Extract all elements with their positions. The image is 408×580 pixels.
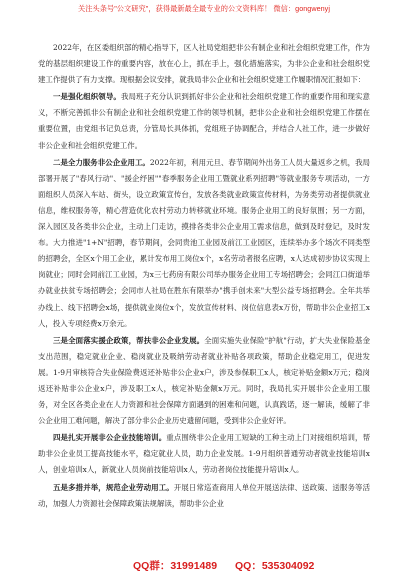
qq-group-label: QQ群：31991489 <box>133 560 218 572</box>
paragraph-lead: 二是全力服务非公企业用工。 <box>53 157 150 167</box>
paragraph-text: 重点围绕非公企业用工短缺的工种主动上门对接组织培训，帮助非公企业员工提高技能水平，稳定就业人员，助力企业发展。1-9月组织普通劳动者就业技能培训x人，创业培训x人，新就业人员岗前技能培训x人，劳动者岗位技能提升培训x人。 <box>38 433 371 475</box>
paragraph-lead: 四是扎实开展非公企业技能培训。 <box>53 433 167 443</box>
paragraph-text: 开展日常巡查商用人单位开展送法律、送政策、送服务等活动，加强人力资源社会保障政策法规解读，帮助非公企业 <box>38 482 371 508</box>
paragraph-text: 我局班子充分认识到抓好非公企业和社会组织党建工作的重要作用和现实意义，不断完善抓非公有制企业和社会组织党建工作的领导机制，把非公企业和社会组织党建工作摆在重要位置，由党组书记负总责，分管局长具体抓，党组班子协调配合，并结合人社工作，进一步做好非公企业和社会组织党建工作。 <box>38 92 370 150</box>
paragraph-leadership <box>38 89 370 153</box>
document-body <box>38 40 370 513</box>
paragraph-intro <box>38 40 370 88</box>
paragraph-policy <box>38 333 370 430</box>
qq-contact-label: QQ：535304092 <box>235 560 315 572</box>
paragraph-lead: 一是强化组织领导。 <box>53 92 121 102</box>
paragraph-text: 2022年，在区委组织部的精心指导下，区人社局党组把非公有制企业和社会组织党建工作，作为党的基层组织建设工作的重要内容，放在心上，抓在手上，强化措施落实，为非公企业和社会组织党建工作提供了有力支撑。现根据会议安排，就我局非公企业和社会组织党建工作履职情况汇报如下： <box>38 43 370 85</box>
header-banner: 关注头条号"公文研究"，获得最新最全最专业的公文资料库！ 微信：gongwenyj <box>78 4 330 13</box>
paragraph-employment <box>38 155 370 332</box>
paragraph-training <box>38 430 370 478</box>
paragraph-lead: 三是全面落实援企政策，帮扶非公企业发展。 <box>53 335 205 345</box>
paragraph-text: 全面实施失业保险"护航"行动，扩大失业保险基金支出范围，稳定就业企业、稳岗就业及吸纳劳动者就业补贴各项政策，帮助企业稳定用工，促进发展。1-9月审核符合失业保险费返还补贴非公企业x户，涉及参保职工x人，核定补贴金额x万元；稳岗返还补贴非公企业x户，涉及职工x人，核定补贴金额x万元。同时，我局扎实开展非公企业用工服务，对全区各类企业在人力资源和社会保障方面遇到的困难和问题，认真践诺，逐一解读，缓解了非公企业用工难问题，解决了部分非公企业历史遗留问题，受到非公企业好评。 <box>38 335 371 426</box>
paragraph-labor <box>38 480 370 512</box>
paragraph-lead: 五是多措并举，规范企业劳动用工。 <box>53 482 174 492</box>
paragraph-text: 2022年初，利用元旦、春节期间外出务工人员大量返乡之机，我局部署开展了"春风行动"、"援企纾困""春季服务企业用工暨就业系列招聘"等就业服务专项活动，一方面组织人员深入车站、街头，设立政策宣传台，发放各类就业政策宣传材料，为务类劳动者提供就业信息，维权服务等，精心营造优化农村劳动力转移就业环境。服务企业用工的良好氛围；另一方面，深入园区及各类非公企业，主动上门走访，摸排各类非公企业用工需求信息，做到及时登记，及时发布。大力推进"1+N"招聘，春节期间，会同贵池工业园及前江工业园区，连续举办多个场次不同类型的招聘会，全区x个用工企业，累计发布用工岗位x个，x名劳动者报名应聘，x人达成初步协议实现上岗就业；同时会同前江工业园，为x三七药房有限公司举办服务企业用工专场招聘会；会同江口街道举办就业扶贫专场招聘会；会同市人社局在胜东有限举办"携手创未来"大型公益专场招聘会。全年共举办线上、线下招聘会x场，提供就业岗位x个，发放宣传材料、岗位信息表x万份，帮助非公企业招工x人，投入专项经费x万余元。 <box>38 157 370 328</box>
